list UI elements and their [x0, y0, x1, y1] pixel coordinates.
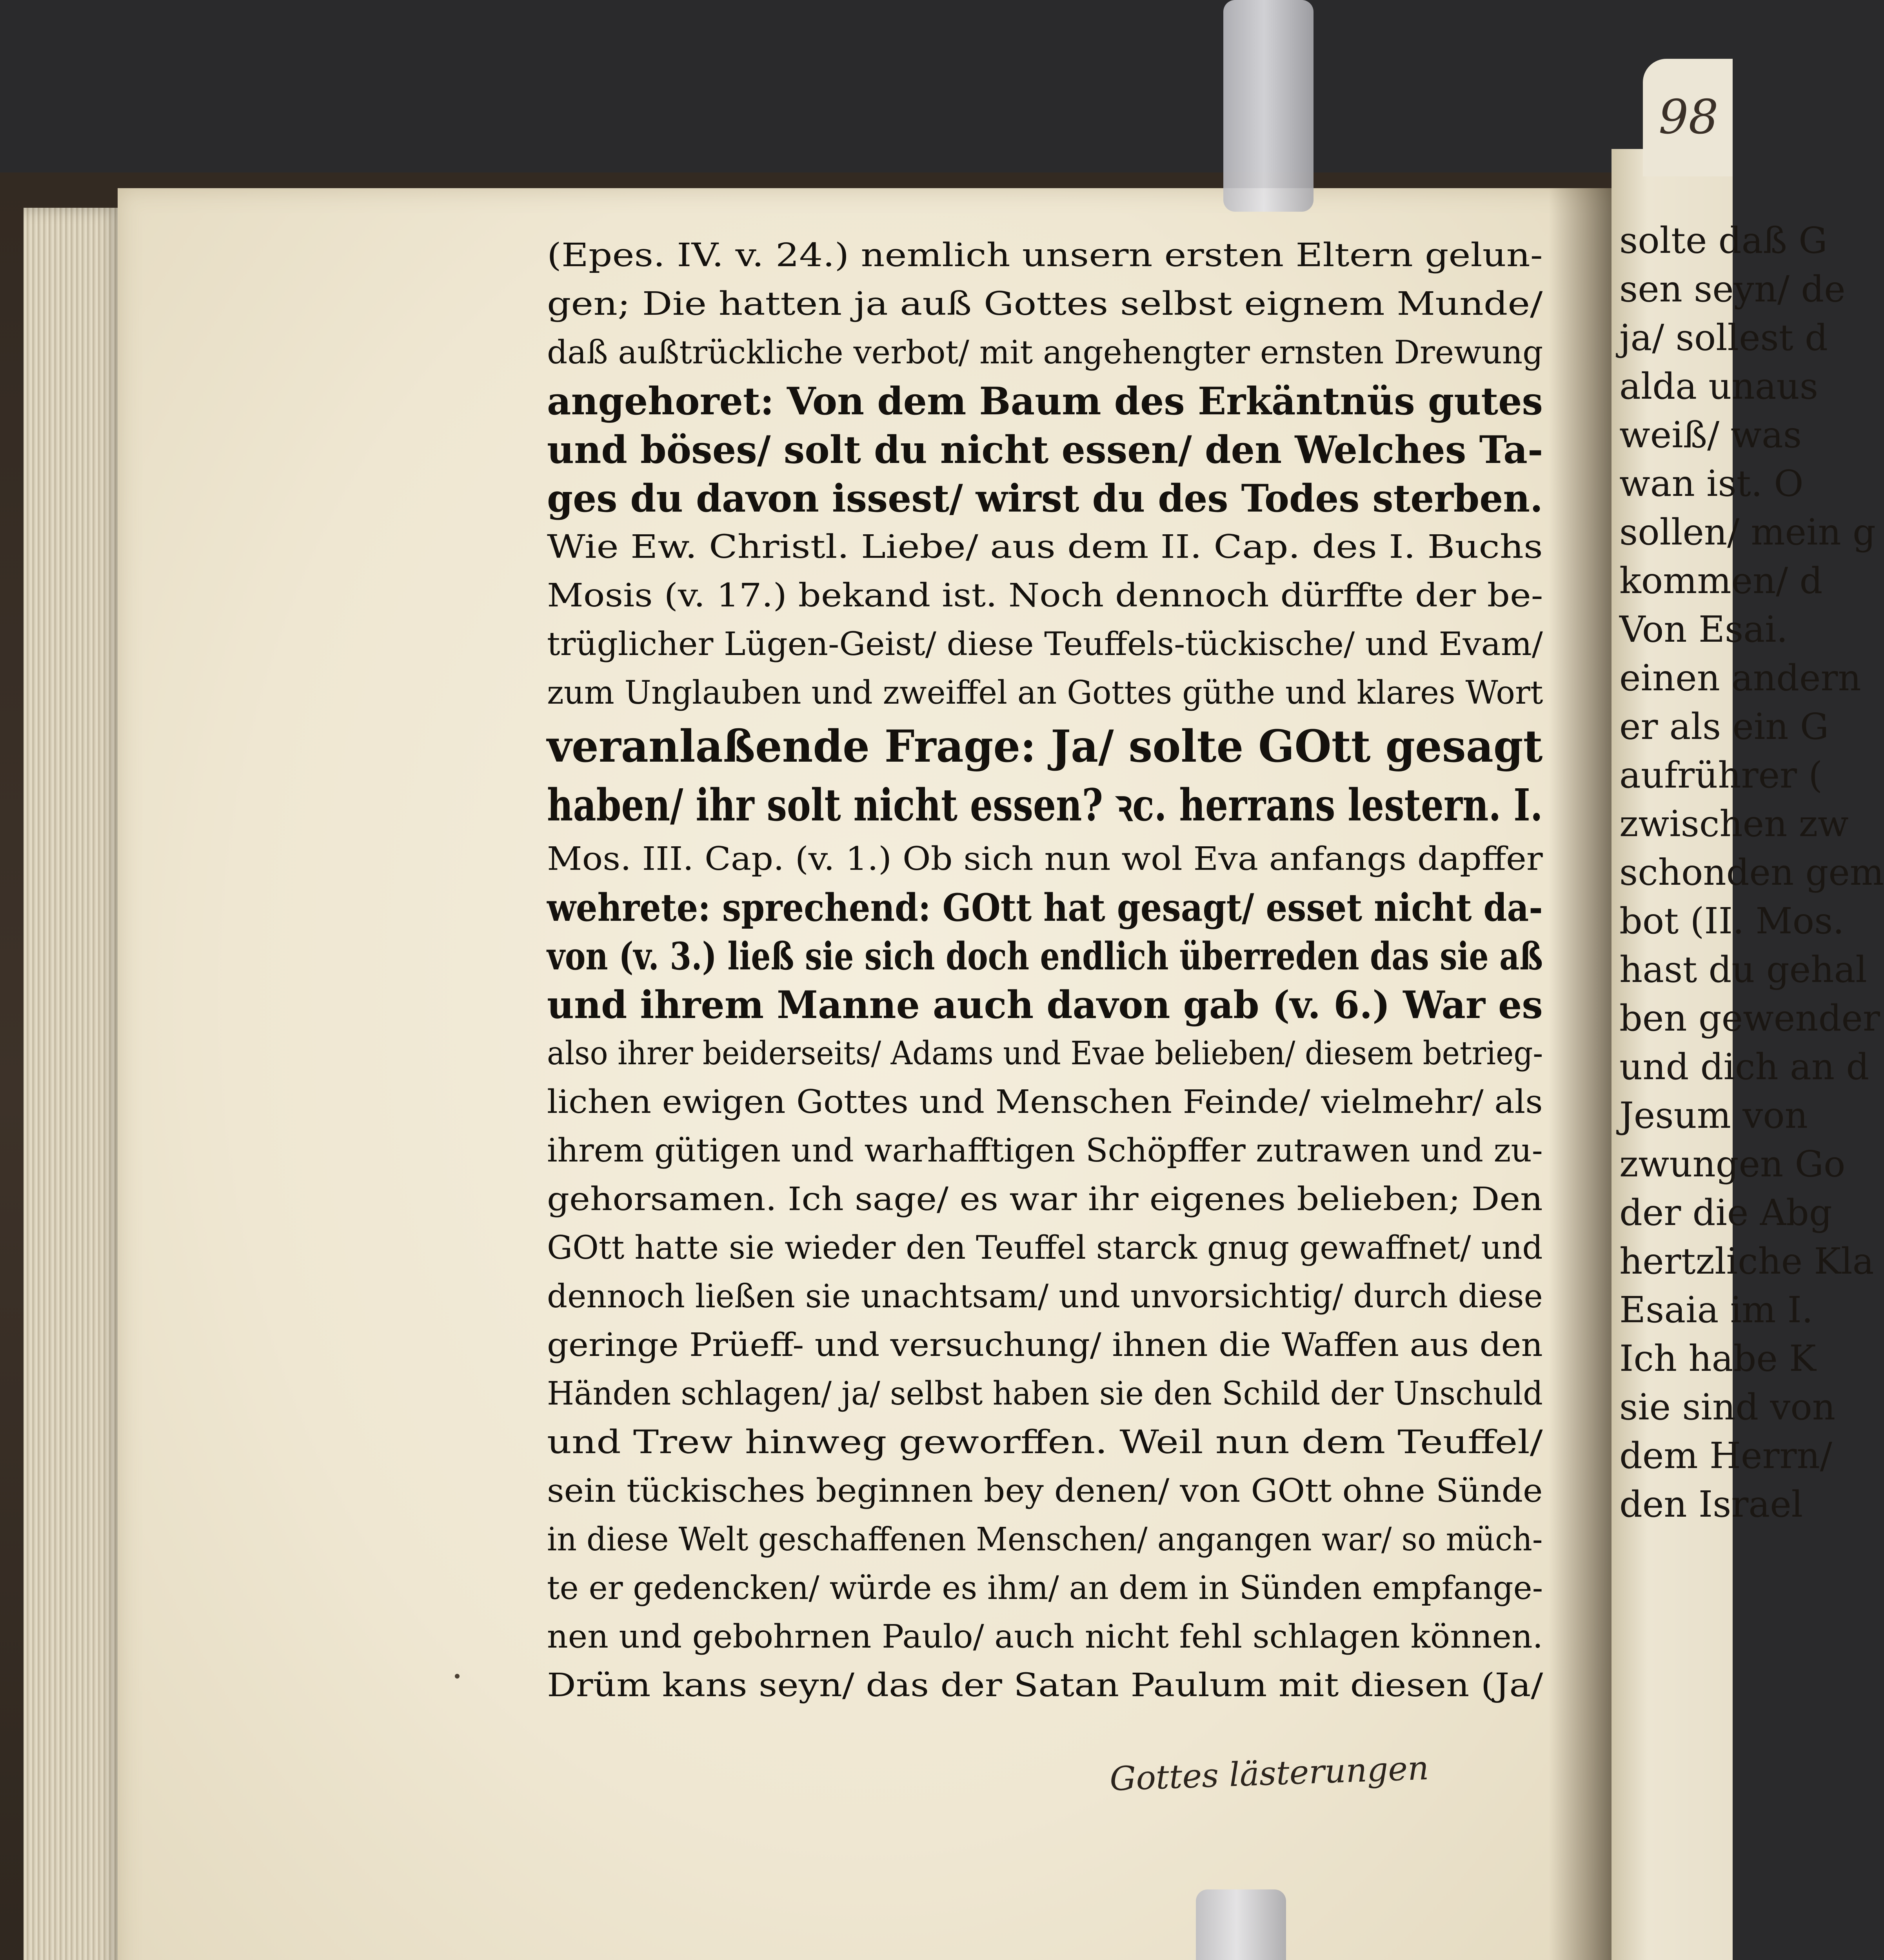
text-line: und Trew hinweg geworffen. Weil nun dem Teuffel/ [547, 1424, 1543, 1461]
facing-text-line: bot (II. Mos. [1619, 900, 1844, 942]
text-line: gehorsamen. Ich sage/ es war ihr eigenes belieben; Den [547, 1181, 1543, 1218]
text-line: sein tückisches beginnen bey denen/ von GOtt ohne Sünde [547, 1472, 1543, 1510]
text-line: nen und gebohrnen Paulo/ auch nicht fehl schlagen können. [547, 1618, 1543, 1655]
text-line: daß außtrückliche verbot/ mit angehengter ernsten Drewung [547, 334, 1543, 371]
facing-text-line: alda unaus [1619, 365, 1819, 407]
text-line: von (v. 3.) ließ sie sich doch endlich überreden das sie aß [547, 934, 1543, 978]
facing-text-line: Esaia im I. [1619, 1289, 1813, 1331]
facing-text-line: der die Abg [1619, 1192, 1832, 1234]
text-line: Händen schlagen/ ja/ selbst haben sie den Schild der Unschuld [547, 1375, 1543, 1412]
text-line: in diese Welt geschaffenen Menschen/ angangen war/ so müch- [547, 1521, 1543, 1558]
page-clip-top [1223, 0, 1314, 212]
text-line: (Epes. IV. v. 24.) nemlich unsern ersten Eltern gelun- [547, 237, 1543, 274]
facing-text-line: einen andern [1619, 657, 1861, 699]
text-line: und böses/ solt du nicht essen/ den Welches Ta- [547, 428, 1543, 472]
text-line: veranlaßende Frage: Ja/ solte GOtt gesagt [547, 721, 1543, 772]
facing-text-line: Ich habe K [1619, 1338, 1816, 1379]
facing-text-line: sen seyn/ de [1619, 268, 1846, 310]
text-line: zum Unglauben und zweiffel an Gottes güthe und klares Wort [547, 674, 1543, 711]
margin-mark [455, 1674, 460, 1679]
facing-text-line: solte daß G [1619, 220, 1828, 261]
facing-text-line: wan ist. O [1619, 463, 1804, 505]
facing-text-line: und dich an d [1619, 1046, 1869, 1088]
text-line: Wie Ew. Christl. Liebe/ aus dem II. Cap. des I. Buchs [547, 528, 1543, 566]
facing-text-line: den Israel [1619, 1483, 1803, 1525]
facing-text-line: weiß/ was [1619, 414, 1802, 456]
main-text-block [547, 231, 1543, 1710]
text-line: Mosis (v. 17.) bekand ist. Noch dennoch dürffte der be- [547, 577, 1543, 614]
text-line: GOtt hatte sie wieder den Teuffel starck gnug gewaffnet/ und [547, 1229, 1543, 1267]
facing-text-line: sollen/ mein g [1619, 511, 1876, 553]
text-line: trüglicher Lügen-Geist/ diese Teuffels-tückische/ und Evam/ [547, 626, 1543, 663]
text-line: wehrete: sprechend: GOtt hat gesagt/ esset nicht da- [547, 886, 1543, 930]
page-edges [24, 208, 125, 1960]
page-clip-bottom [1196, 1889, 1286, 1960]
facing-text-line: ja/ sollest d [1619, 317, 1828, 359]
facing-text-line: kommen/ d [1619, 560, 1823, 602]
text-line: dennoch ließen sie unachtsam/ und unvorsichtig/ durch diese [547, 1278, 1543, 1315]
facing-text-line: sie sind von [1619, 1386, 1835, 1428]
text-line: Mos. III. Cap. (v. 1.) Ob sich nun wol Eva anfangs dapffer [547, 840, 1543, 878]
facing-text-line: dem Herrn/ [1619, 1435, 1832, 1477]
facing-text-line: zwungen Go [1619, 1143, 1846, 1185]
text-line: angehoret: Von dem Baum des Erkäntnüs gutes [547, 379, 1543, 423]
text-line: und ihrem Manne auch davon gab (v. 6.) War es [547, 983, 1543, 1027]
facing-text-line: Jesum von [1619, 1094, 1808, 1136]
handwritten-catchword: Gottes lästerungen [1109, 1748, 1430, 1798]
text-line: also ihrer beiderseits/ Adams und Evae belieben/ diesem betrieg- [547, 1035, 1543, 1072]
facing-text-line: hertzliche Kla [1619, 1240, 1874, 1282]
text-line: Drüm kans seyn/ das der Satan Paulum mit diesen (Ja/ [547, 1667, 1543, 1704]
folio-number: 98 [1643, 59, 1733, 176]
text-line: haben/ ihr solt nicht essen? ꝛc. herrans lestern. I. [547, 780, 1543, 831]
facing-text-line: aufrührer ( [1619, 754, 1823, 796]
facing-text-line: ben gewender [1619, 997, 1880, 1039]
text-line: te er gedencken/ würde es ihm/ an dem in Sünden empfange- [547, 1570, 1543, 1607]
text-line: ihrem gütigen und warhafftigen Schöpffer zutrawen und zu- [547, 1132, 1543, 1169]
facing-text-line: er als ein G [1619, 706, 1829, 748]
text-line: ges du davon issest/ wirst du des Todes sterben. [547, 476, 1543, 521]
text-line: gen; Die hatten ja auß Gottes selbst eignem Munde/ [547, 285, 1543, 323]
facing-text-line: Von Esai. [1619, 608, 1788, 650]
facing-text-line: zwischen zw [1619, 803, 1849, 845]
text-line: geringe Prüeff- und versuchung/ ihnen die Waffen aus den [547, 1327, 1543, 1364]
facing-text-line: hast du gehal [1619, 949, 1867, 991]
facing-text-line: schonden gem [1619, 851, 1884, 893]
text-line: lichen ewigen Gottes und Menschen Feinde/ vielmehr/ als [547, 1083, 1543, 1121]
